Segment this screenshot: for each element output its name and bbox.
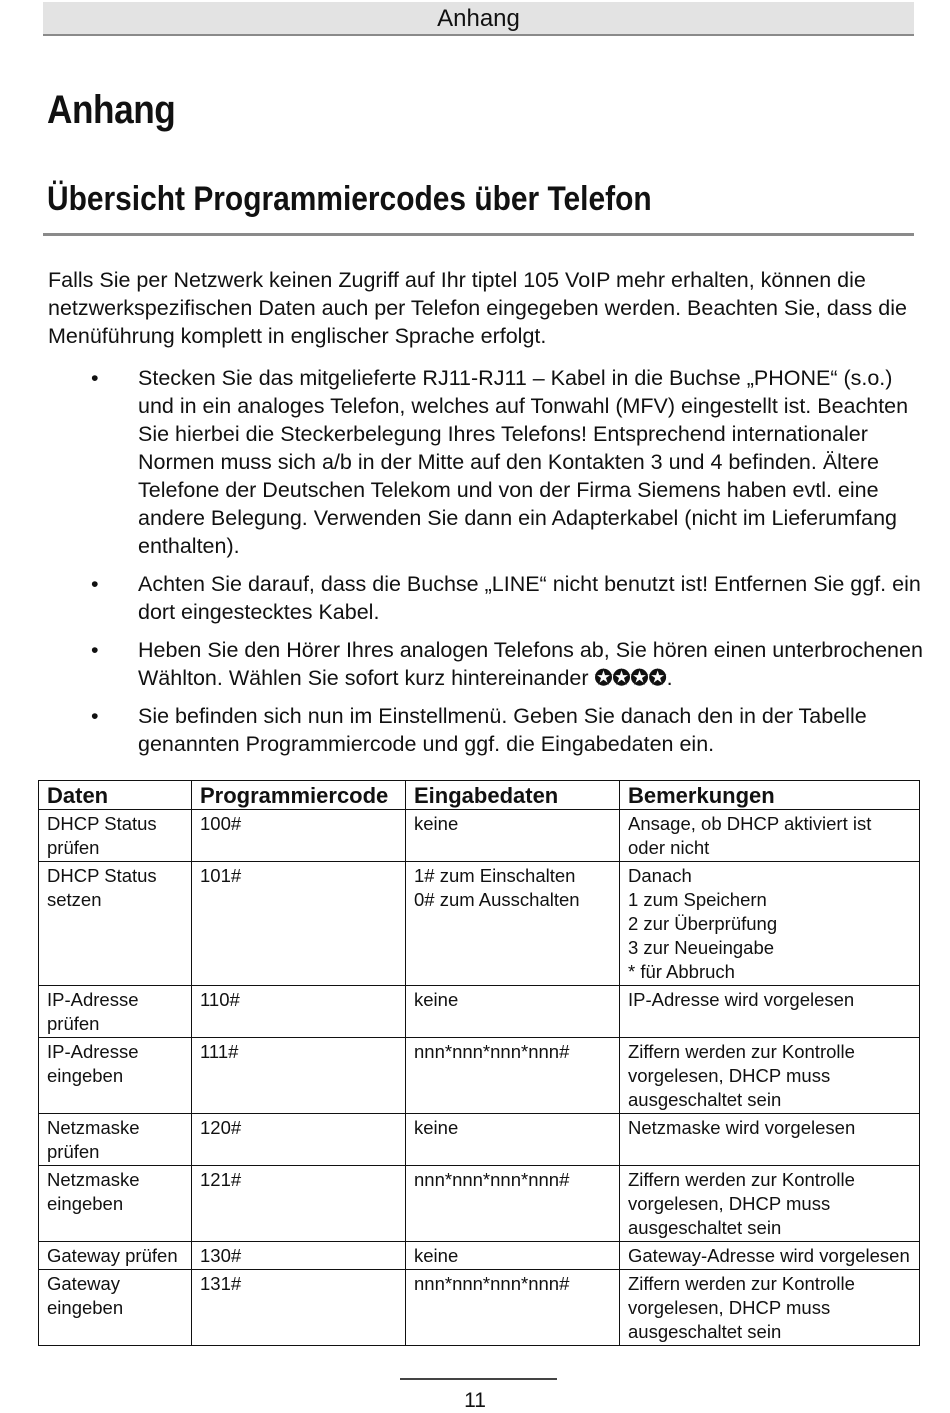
table-cell: DHCP Status setzen xyxy=(39,862,192,986)
column-header: Bemerkungen xyxy=(620,781,920,810)
chapter-heading: Anhang xyxy=(47,88,176,132)
list-item xyxy=(48,364,928,560)
list-item-text: Sie befinden sich nun im Einstellmenü. Geben Sie danach den in der Tabelle genannten Programmiercode und ggf. die Eingabedaten ein. xyxy=(138,704,867,756)
page-number: 11 xyxy=(464,1389,486,1412)
table-cell: 111# xyxy=(192,1038,406,1114)
table-cell: Ziffern werden zur Kontrolle vorgelesen, DHCP muss ausgeschaltet sein xyxy=(620,1270,920,1346)
table-cell: keine xyxy=(406,986,620,1038)
table-row xyxy=(39,1242,920,1270)
list-item-text: Achten Sie darauf, dass die Buchse „LINE“ nicht benutzt ist! Entfernen Sie ggf. ein dort eingestecktes Kabel. xyxy=(138,572,921,624)
table-cell: 100# xyxy=(192,810,406,862)
table-cell: Ansage, ob DHCP aktiviert ist oder nicht xyxy=(620,810,920,862)
column-header: Programmiercode xyxy=(192,781,406,810)
table-cell: Danach 1 zum Speichern 2 zur Überprüfung 3 zur Neueingabe * für Abbruch xyxy=(620,862,920,986)
footer-divider xyxy=(400,1378,557,1380)
table-row xyxy=(39,1114,920,1166)
table-row xyxy=(39,1038,920,1114)
intro-paragraph: Falls Sie per Netzwerk keinen Zugriff auf Ihr tiptel 105 VoIP mehr erhalten, können die netzwerkspezifischen Daten auch per Telefon eingegeben werden. Beachten Sie, dass die Menüführung komplett in englischer Sprache erfolgt. xyxy=(48,268,907,348)
table-cell: Netzmaske wird vorgelesen xyxy=(620,1114,920,1166)
bullet-icon: • xyxy=(91,638,99,662)
list-item-text: Stecken Sie das mitgelieferte RJ11-RJ11 – Kabel in die Buchse „PHONE“ (s.o.) und in ein analoges Telefon, welches auf Tonwahl (MFV) eingestellt ist. Beachten Sie hierbei die Steckerbelegung Ihres Telefons! Entsprechend internationaler Normen muss sich a/b in der Mitte auf den Kontakten 3 und 4 befinden. Ältere Telefone der Deutschen Telekom und von der Firma Siemens haben evtl. eine andere Belegung. Verwenden Sie dann ein Adapterkabel (nicht im Lieferumfang enthalten). xyxy=(138,366,909,558)
section-heading: Übersicht Programmiercodes über Telefon xyxy=(47,180,652,218)
table-row xyxy=(39,1270,920,1346)
table-cell: 120# xyxy=(192,1114,406,1166)
bullet-icon: • xyxy=(91,704,99,728)
list-item xyxy=(48,702,928,758)
table-cell: Ziffern werden zur Kontrolle vorgelesen, DHCP muss ausgeschaltet sein xyxy=(620,1166,920,1242)
table-cell: nnn*nnn*nnn*nnn# xyxy=(406,1038,620,1114)
bullet-icon: • xyxy=(91,572,99,596)
table-cell: 130# xyxy=(192,1242,406,1270)
table-cell: Ziffern werden zur Kontrolle vorgelesen, DHCP muss ausgeschaltet sein xyxy=(620,1038,920,1114)
table-cell: keine xyxy=(406,810,620,862)
table-header-row xyxy=(39,781,920,810)
table-cell: 1# zum Einschalten 0# zum Ausschalten xyxy=(406,862,620,986)
instruction-list xyxy=(48,364,928,768)
running-header: Anhang xyxy=(43,2,914,36)
table-cell: keine xyxy=(406,1242,620,1270)
list-item-suffix: . xyxy=(666,666,673,690)
table-cell: 110# xyxy=(192,986,406,1038)
column-header: Eingabedaten xyxy=(406,781,620,810)
table-cell: IP-Adresse eingeben xyxy=(39,1038,192,1114)
table-cell: 121# xyxy=(192,1166,406,1242)
table-cell: Netzmaske eingeben xyxy=(39,1166,192,1242)
table-cell: Netzmaske prüfen xyxy=(39,1114,192,1166)
table-cell: DHCP Status prüfen xyxy=(39,810,192,862)
table-cell: nnn*nnn*nnn*nnn# xyxy=(406,1270,620,1346)
table-cell: 101# xyxy=(192,862,406,986)
table-cell: IP-Adresse wird vorgelesen xyxy=(620,986,920,1038)
table-cell: Gateway-Adresse wird vorgelesen xyxy=(620,1242,920,1270)
list-item-text: Heben Sie den Hörer Ihres analogen Telefons ab, Sie hören einen unterbrochenen Wählton. Wählen Sie sofort kurz hintereinander xyxy=(138,638,923,690)
table-row xyxy=(39,986,920,1038)
list-item xyxy=(48,636,928,692)
table-cell: 131# xyxy=(192,1270,406,1346)
section-divider xyxy=(43,233,914,236)
column-header: Daten xyxy=(39,781,192,810)
bullet-icon: • xyxy=(91,366,99,390)
list-item xyxy=(48,570,928,626)
table-row xyxy=(39,810,920,862)
table-row xyxy=(39,1166,920,1242)
key-sequence-icon: ✪✪✪✪ xyxy=(594,666,667,690)
table-row xyxy=(39,862,920,986)
table-cell: nnn*nnn*nnn*nnn# xyxy=(406,1166,620,1242)
table-cell: keine xyxy=(406,1114,620,1166)
table-cell: IP-Adresse prüfen xyxy=(39,986,192,1038)
table-cell: Gateway eingeben xyxy=(39,1270,192,1346)
table-cell: Gateway prüfen xyxy=(39,1242,192,1270)
programming-codes-table xyxy=(38,780,920,1346)
